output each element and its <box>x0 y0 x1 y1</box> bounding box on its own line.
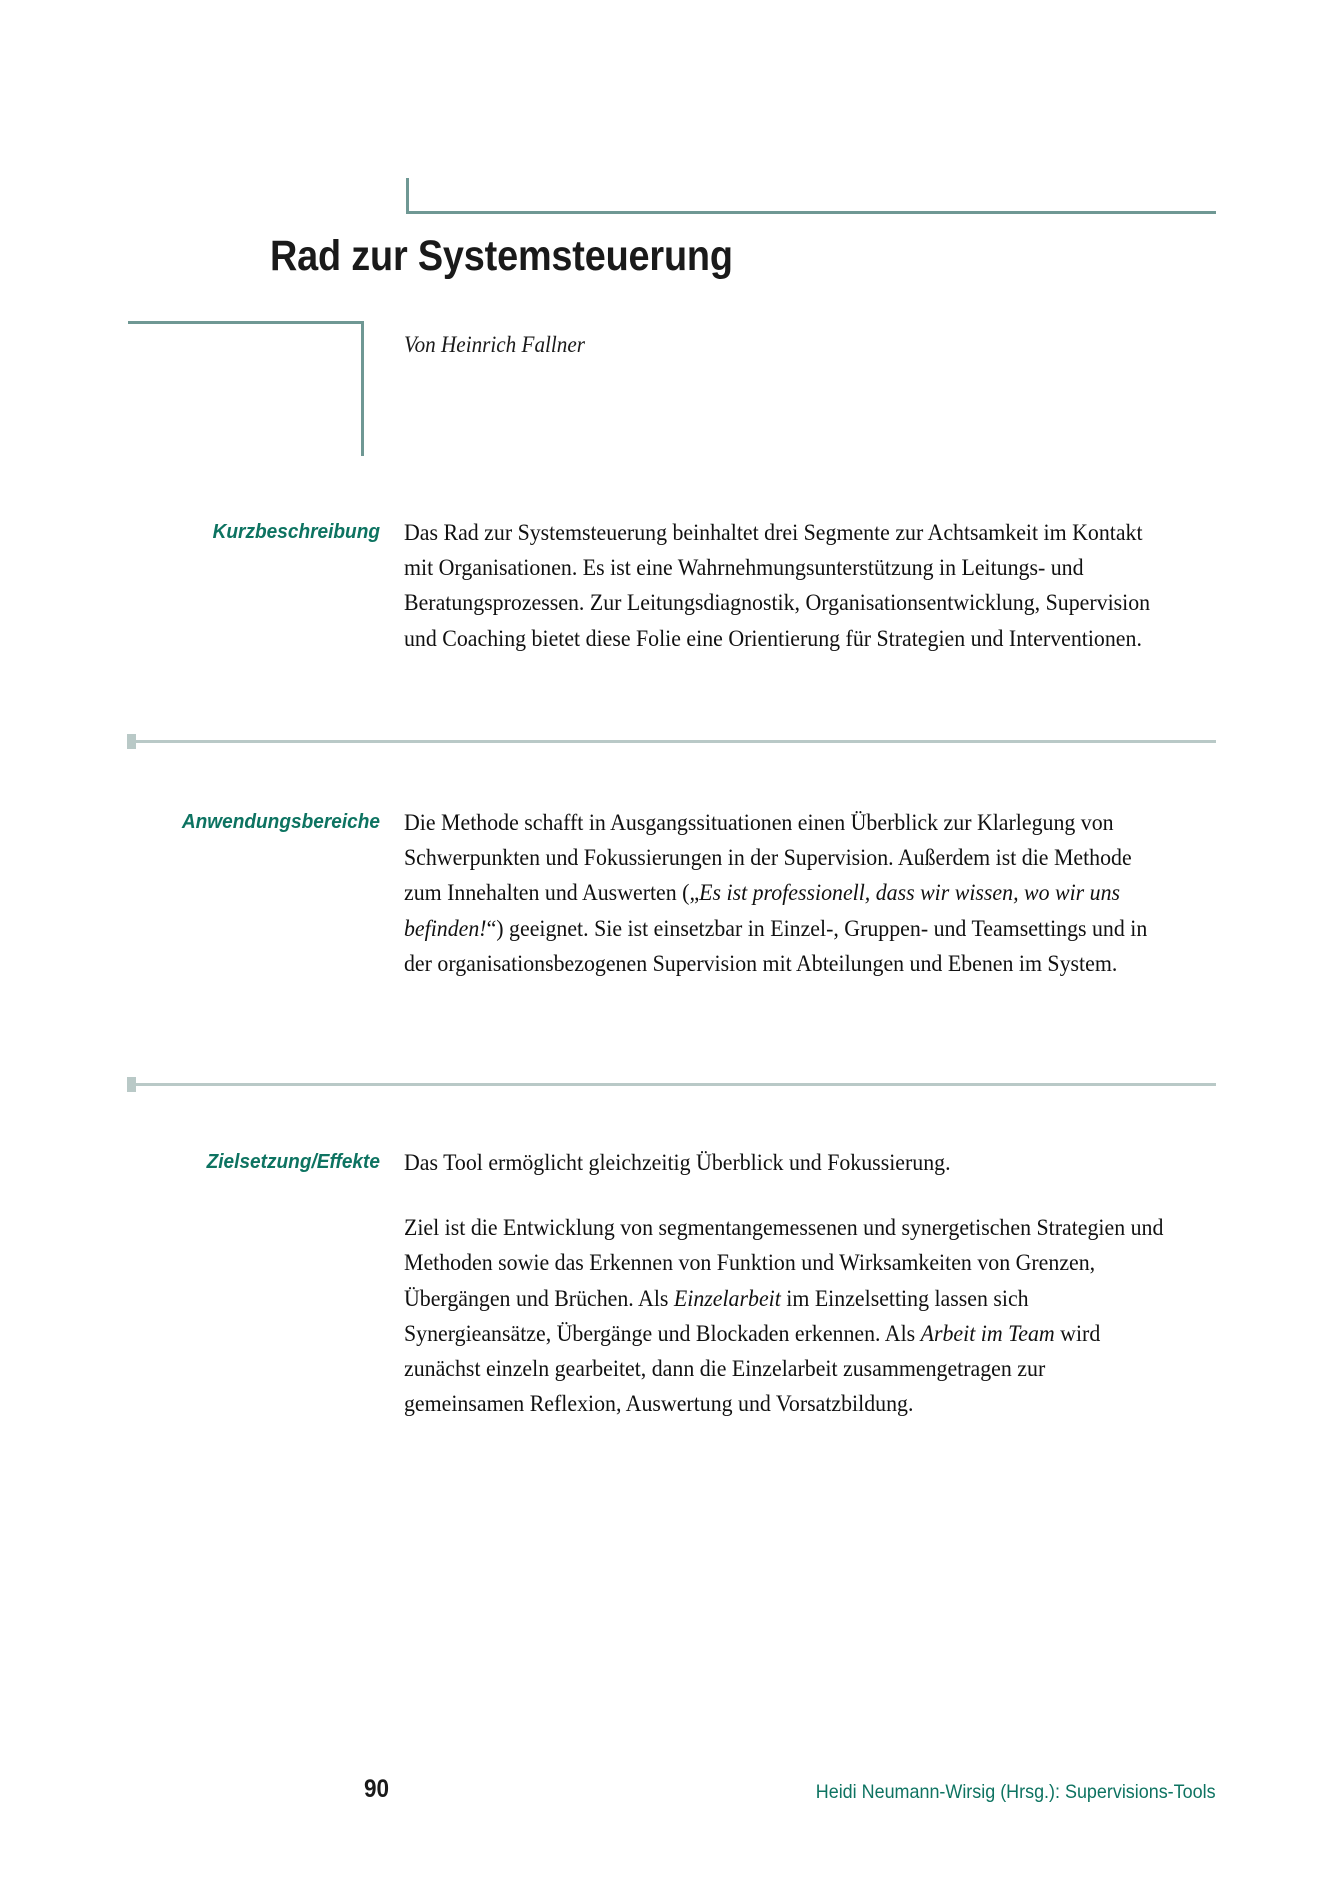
section-label-anwendungsbereiche: Anwendungsbereiche <box>181 810 380 833</box>
footer-page-number: 90 <box>364 1775 390 1803</box>
section-body-anwendungsbereiche <box>404 806 1169 982</box>
section-body-zielsetzung-effekte <box>404 1146 1169 1422</box>
section-body-kurzbeschreibung <box>404 516 1169 657</box>
emphasis-einzelarbeit: Einzelarbeit <box>673 1285 781 1312</box>
inline-quote-emphasis: Es ist professionell, dass wir wissen, wo wir uns befinden! <box>404 880 1121 942</box>
paragraph: Die Methode schafft in Ausgangssituationen einen Überblick zur Klarlegung von Schwerpunkten und Fokussierungen in der Supervision. Außerdem ist die Methode zum Innehalten und Auswerten („Es ist professionell, dass wir wissen, wo wir uns befinden!“) geeignet. Sie ist einsetzbar in Einzel-, Gruppen- und Teamsettings und in der organisationsbezogenen Supervision mit Abteilungen und Ebenen im System. <box>404 810 1148 977</box>
section-divider-1 <box>129 740 1216 743</box>
section-divider-2 <box>129 1083 1216 1086</box>
header-vertical-rule <box>406 178 409 214</box>
author-byline: Von Heinrich Fallner <box>404 332 586 357</box>
paragraph: Das Tool ermöglicht gleichzeitig Überblick und Fokussierung. <box>404 1150 951 1176</box>
section-label-kurzbeschreibung: Kurzbeschreibung <box>212 520 380 543</box>
emphasis-arbeit-im-team: Arbeit im Team <box>920 1320 1055 1347</box>
author-horizontal-rule <box>128 321 364 324</box>
page-title: Rad zur Systemsteuerung <box>270 232 733 280</box>
section-label-zielsetzung-effekte: Zielsetzung/Effekte <box>206 1150 380 1173</box>
paragraph: Das Rad zur Systemsteuerung beinhaltet drei Segmente zur Achtsamkeit im Kontakt mit Organisationen. Es ist eine Wahrnehmungsunterstützung in Leitungs- und Beratungsprozessen. Zur Leitungsdiagnostik, Organisationsentwicklung, Supervision und Coaching bietet diese Folie eine Orientierung für Strategien und Interventionen. <box>404 520 1151 652</box>
paragraph: Ziel ist die Entwicklung von segmentangemessenen und synergetischen Strategien und Methoden sowie das Erkennen von Funktion und Wirksamkeiten von Grenzen, Übergängen und Brüchen. Als Einzelarbeit im Einzelsetting lassen sich Synergieansätze, Übergänge und Blockaden erkennen. Als Arbeit im Team wird zunächst einzeln gearbeitet, dann die Einzelarbeit zusammengetragen zur gemeinsamen Reflexion, Auswertung und Vorsatzbildung. <box>404 1215 1164 1418</box>
header-horizontal-rule <box>406 211 1216 214</box>
footer-running-head: Heidi Neumann-Wirsig (Hrsg.): Supervisions-Tools <box>816 1781 1216 1803</box>
author-vertical-rule <box>361 321 364 456</box>
